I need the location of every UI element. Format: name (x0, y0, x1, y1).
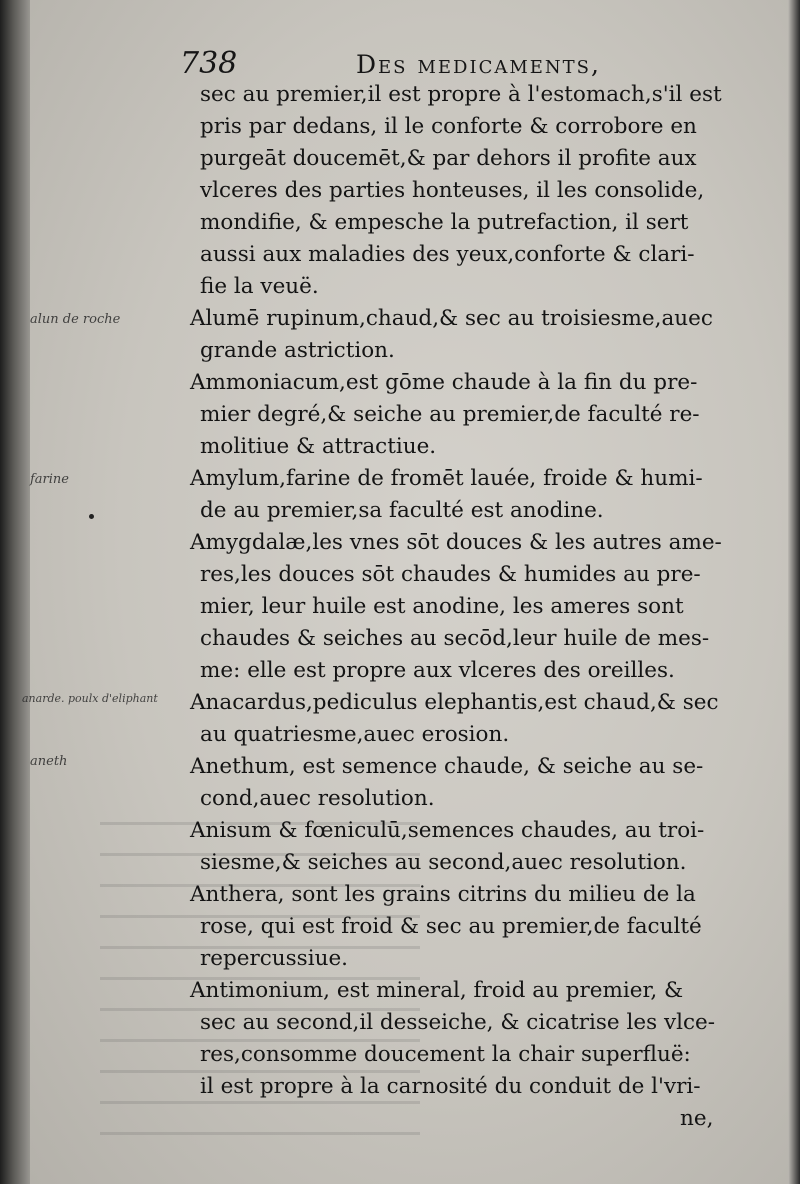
entry-heading-line: Ammoniacum,est gōme chaude à la fin du pre- (190, 370, 698, 395)
text-line: purgeāt doucemēt,& par dehors il profite aux (200, 146, 697, 171)
text-line: chaudes & seiches au secōd,leur huile de mes- (200, 626, 710, 651)
text-line: rose, qui est froid & sec au premier,de faculté (200, 914, 702, 939)
entry-heading-line: Anacardus,pediculus elephantis,est chaud,& sec (190, 690, 719, 715)
page-edge (788, 0, 800, 1184)
text-line: grande astriction. (200, 338, 395, 363)
text-line: molitiue & attractiue. (200, 434, 437, 459)
entry-heading-line: Anisum & fœniculū,semences chaudes, au troi- (190, 818, 705, 843)
text-line: mier, leur huile est anodine, les ameres sont (200, 594, 684, 619)
text-line: cond,auec resolution. (200, 786, 435, 811)
text-line: vlceres des parties honteuses, il les consolide, (200, 178, 705, 203)
text-line: pris par dedans, il le conforte & corrobore en (200, 114, 697, 139)
margin-note-alun: alun de roche (30, 312, 121, 327)
text-line: il est propre à la carnosité du conduit de l'vri- (200, 1074, 701, 1099)
text-line: mier degré,& seiche au premier,de faculté re- (200, 402, 700, 427)
entry-heading-line: Anethum, est semence chaude, & seiche au se- (190, 754, 704, 779)
text-line: res,consomme doucement la chair superfluë: (200, 1042, 691, 1067)
entry-heading-line: Alumē rupinum,chaud,& sec au troisiesme,auec (190, 306, 713, 331)
text-line: de au premier,sa faculté est anodine. (200, 498, 604, 523)
entry-heading-line: Amygdalæ,les vnes sōt douces & les autres ame- (190, 530, 722, 555)
margin-note-aneth: aneth (30, 754, 68, 769)
margin-note-anarde: anarde. poulx d'eliphant (22, 692, 158, 705)
text-line: ne, (680, 1106, 714, 1131)
text-line: repercussiue. (200, 946, 349, 971)
text-line: me: elle est propre aux vlceres des oreilles. (200, 658, 675, 683)
text-line: fie la veuë. (200, 274, 319, 299)
text-line: sec au second,il desseiche, & cicatrise les vlce- (200, 1010, 715, 1035)
text-line: mondifie, & empesche la putrefaction, il sert (200, 210, 689, 235)
entry-heading-line: Antimonium, est mineral, froid au premier, & (190, 978, 684, 1003)
running-title: Des medicaments, (356, 50, 601, 79)
entry-heading-line: Amylum,farine de fromēt lauée, froide & humi- (190, 466, 703, 491)
text-line: aussi aux maladies des yeux,conforte & clari- (200, 242, 695, 267)
entry-heading-line: Anthera, sont les grains citrins du milieu de la (190, 882, 696, 907)
text-line: sec au premier,il est propre à l'estomach,s'il est (200, 82, 722, 107)
page-number: 738 (180, 46, 238, 81)
text-line: res,les douces sōt chaudes & humides au pre- (200, 562, 701, 587)
page-header (180, 46, 740, 86)
text-line: au quatriesme,auec erosion. (200, 722, 510, 747)
margin-note-farine: farine (30, 472, 69, 487)
ink-spot (89, 514, 94, 519)
text-line: siesme,& seiches au second,auec resolution. (200, 850, 687, 875)
